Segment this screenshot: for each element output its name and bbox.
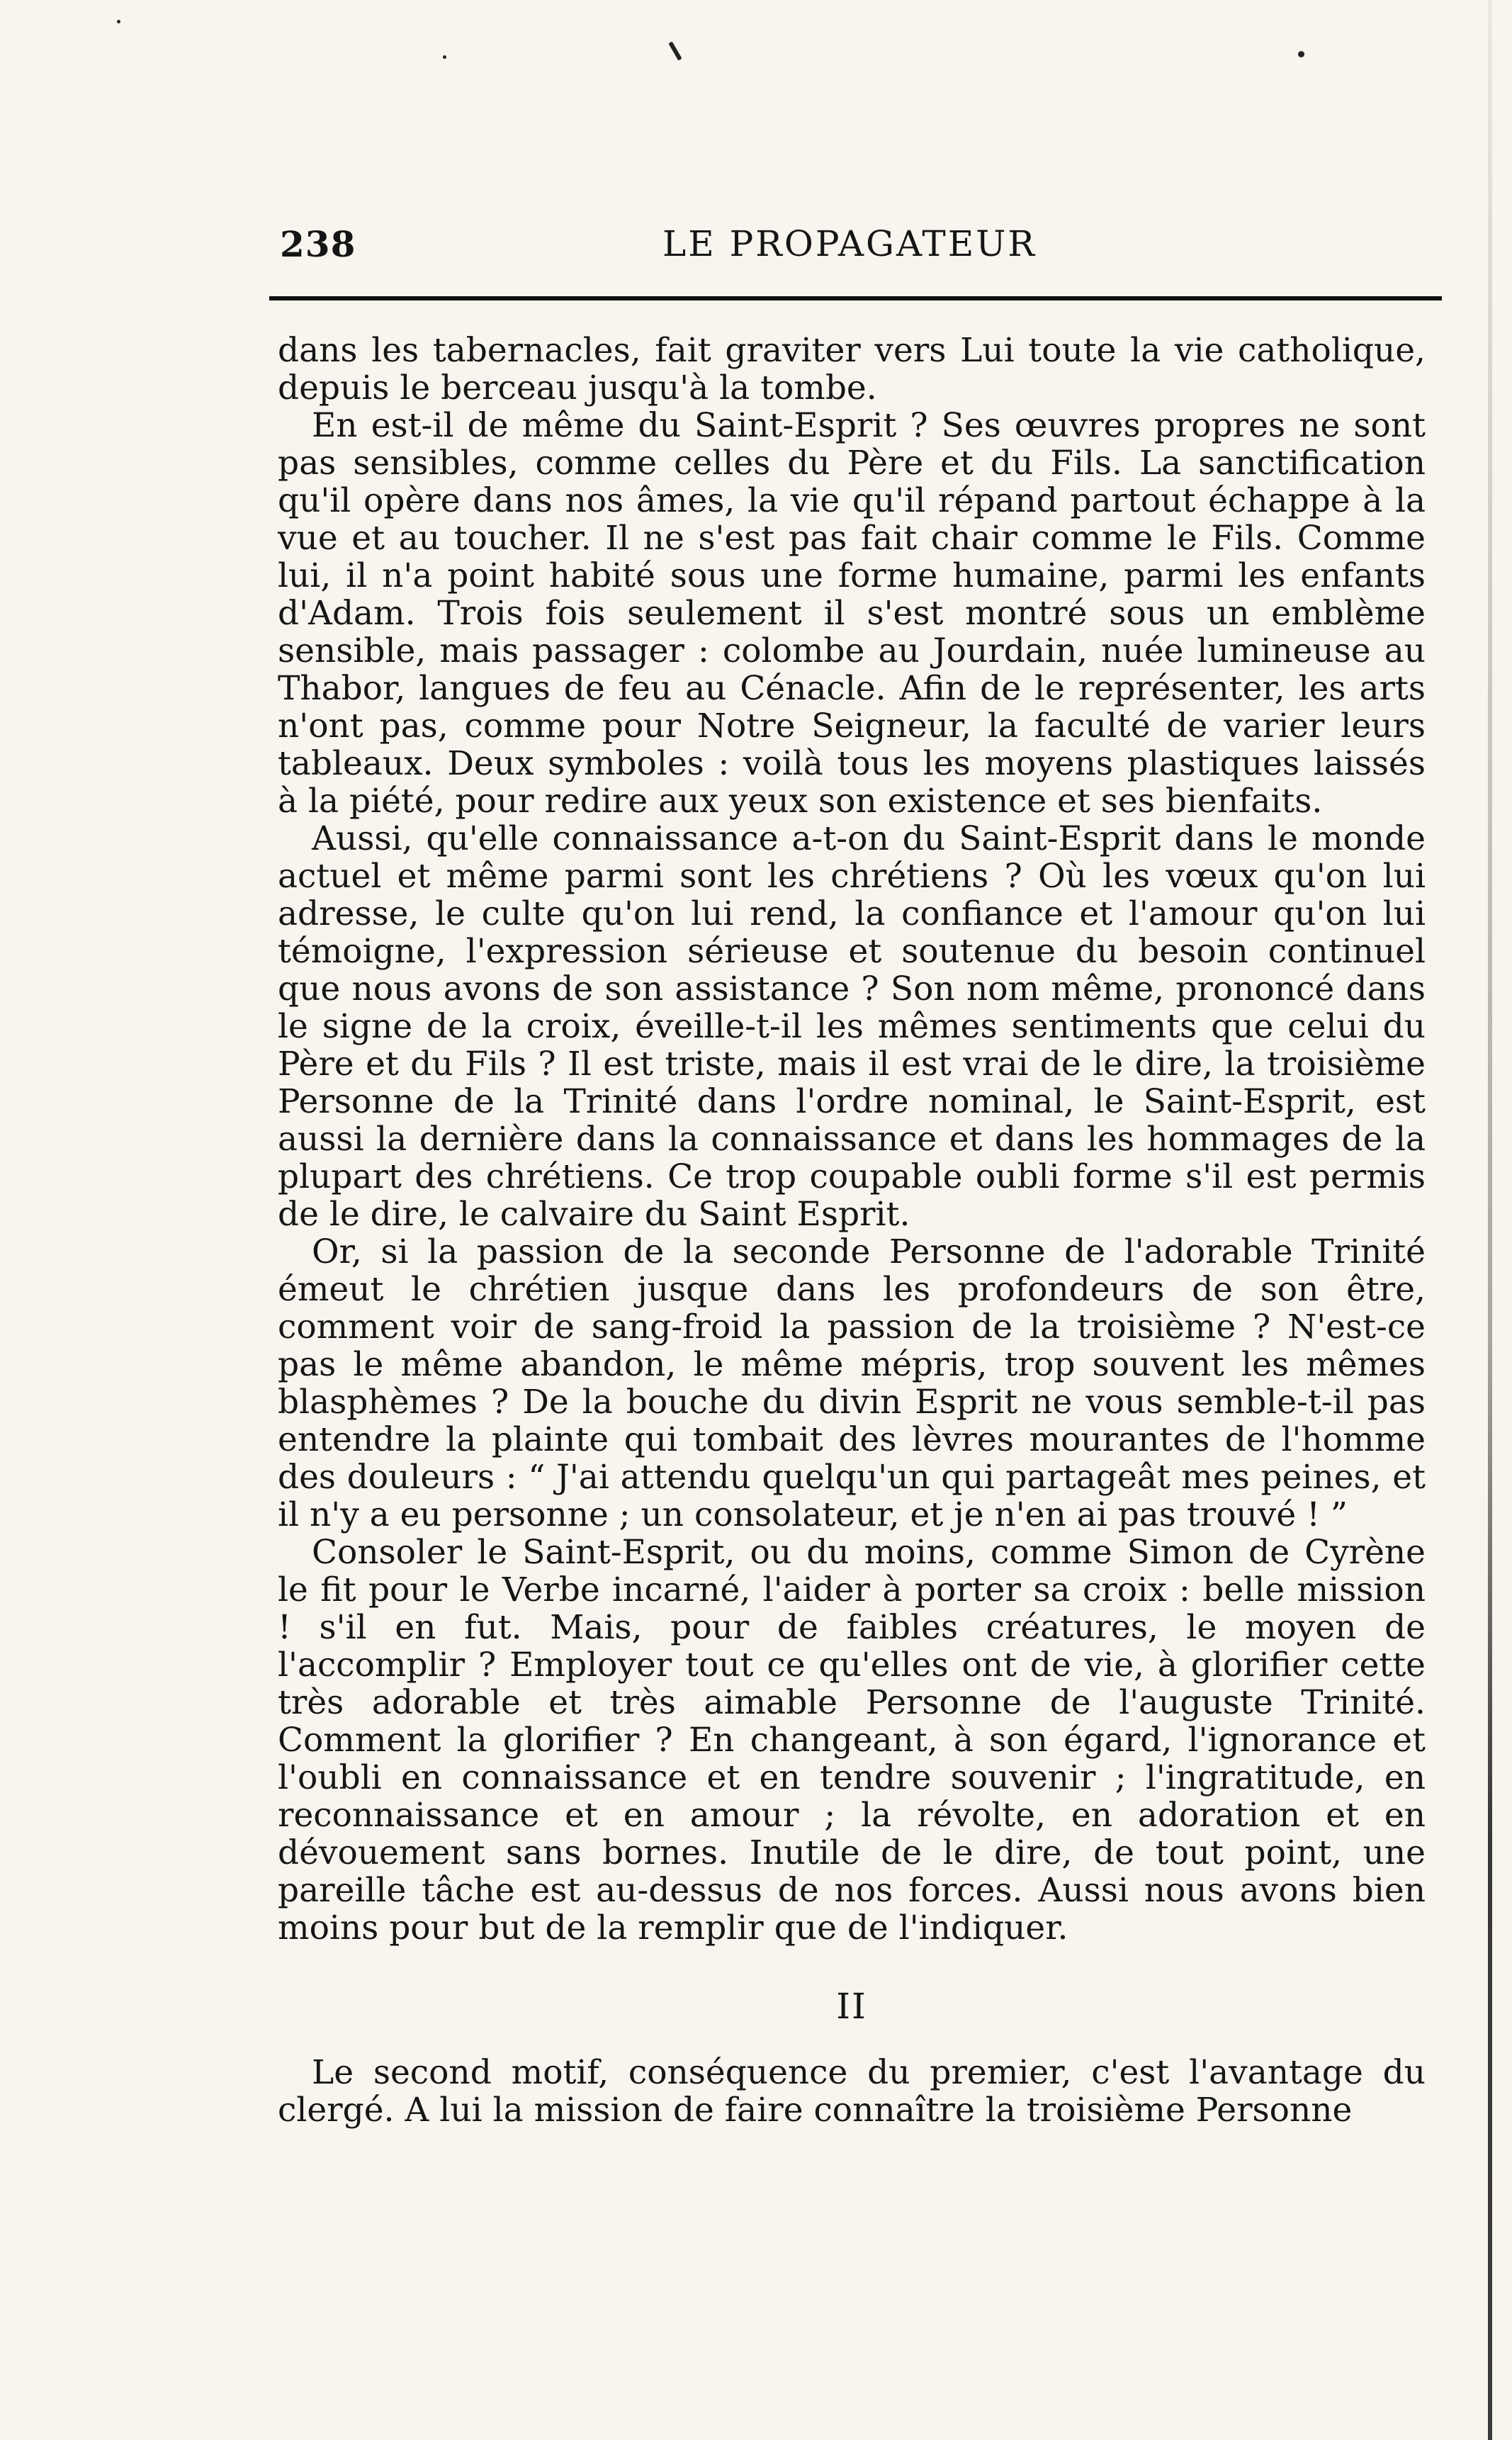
print-speck bbox=[1298, 51, 1304, 57]
header-rule bbox=[269, 296, 1442, 300]
page-number: 238 bbox=[280, 223, 356, 265]
section-heading: II bbox=[836, 1986, 867, 2027]
body-text bbox=[278, 332, 1426, 2129]
paragraph: Le second motif, conséquence du premier, c'est l'avantage du clergé. A lui la mission de faire connaître la troisième Personne bbox=[278, 2053, 1426, 2130]
paragraph: En est-il de même du Saint-Esprit ? Ses œuvres propres ne sont pas sensibles, comme celles du Père et du Fils. La sanctification qu'il opère dans nos âmes, la vie qu'il répand partout échappe à la vue et au toucher. Il ne s'est pas fait chair comme le Fils. Comme lui, il n'a point habité sous une forme humaine, parmi les enfants d'Adam. Trois fois seulement il s'est montré sous un emblème sensible, mais passager : colombe au Jourdain, nuée lumineuse au Thabor, langues de feu au Cénacle. Afin de le représenter, les arts n'ont pas, comme pour Notre Seigneur, la faculté de varier leurs tableaux. Deux symboles : voilà tous les moyens plastiques laissés à la piété, pour redire aux yeux son existence et ses bienfaits. bbox=[278, 406, 1426, 821]
print-speck bbox=[668, 41, 682, 60]
page-header bbox=[280, 223, 1435, 273]
paragraph: Aussi, qu'elle connaissance a-t-on du Saint-Esprit dans le monde actuel et même parmi sont les chrétiens ? Où les vœux qu'on lui adresse, le culte qu'on lui rend, la confiance et l'amour qu'on lui témoigne, l'expression sérieuse et soutenue du besoin continuel que nous avons de son assistance ? Son nom même, prononcé dans le signe de la croix, éveille-t-il les mêmes sentiments que celui du Père et du Fils ? Il est triste, mais il est vrai de le dire, la troisième Personne de la Trinité dans l'ordre nominal, le Saint-Esprit, est aussi la dernière dans la connaissance et dans les hommages de la plupart des chrétiens. Ce trop coupable oubli forme s'il est permis de le dire, le calvaire du Saint Esprit. bbox=[278, 819, 1426, 1234]
print-speck bbox=[443, 55, 446, 59]
paragraph: Consoler le Saint-Esprit, ou du moins, comme Simon de Cyrène le fit pour le Verbe incarné, l'aider à porter sa croix : belle mission ! s'il en fut. Mais, pour de faibles créatures, le moyen de l'accomplir ? Employer tout ce qu'elles ont de vie, à glorifier cette très adorable et très aimable Personne de l'auguste Trinité. Comment la glorifier ? En changeant, à son égard, l'ignorance et l'oubli en connaissance et en tendre souvenir ; l'ingratitude, en reconnaissance et en amour ; la révolte, en adoration et en dévouement sans bornes. Inutile de le dire, de tout point, une pareille tâche est au-dessus de nos forces. Aussi nous avons bien moins pour but de la remplir que de l'indiquer. bbox=[278, 1533, 1426, 1947]
paragraph: dans les tabernacles, fait graviter vers Lui toute la vie catholique, depuis le berceau jusqu'à la tombe. bbox=[278, 331, 1426, 407]
paragraph: Or, si la passion de la seconde Personne de l'adorable Trinité émeut le chrétien jusque dans les profondeurs de son être, comment voir de sang-froid la passion de la troisième ? N'est-ce pas le même abandon, le même mépris, trop souvent les mêmes blasphèmes ? De la bouche du divin Esprit ne vous semble-t-il pas entendre la plainte qui tombait des lèvres mourantes de l'homme des douleurs : “ J'ai attendu quelqu'un qui partageât mes peines, et il n'y a eu personne ; un consolateur, et je n'en ai pas trouvé ! ” bbox=[278, 1232, 1426, 1534]
running-title: LE PROPAGATEUR bbox=[662, 223, 1037, 264]
page-edge-shadow bbox=[1488, 0, 1492, 2440]
print-speck bbox=[117, 20, 120, 23]
